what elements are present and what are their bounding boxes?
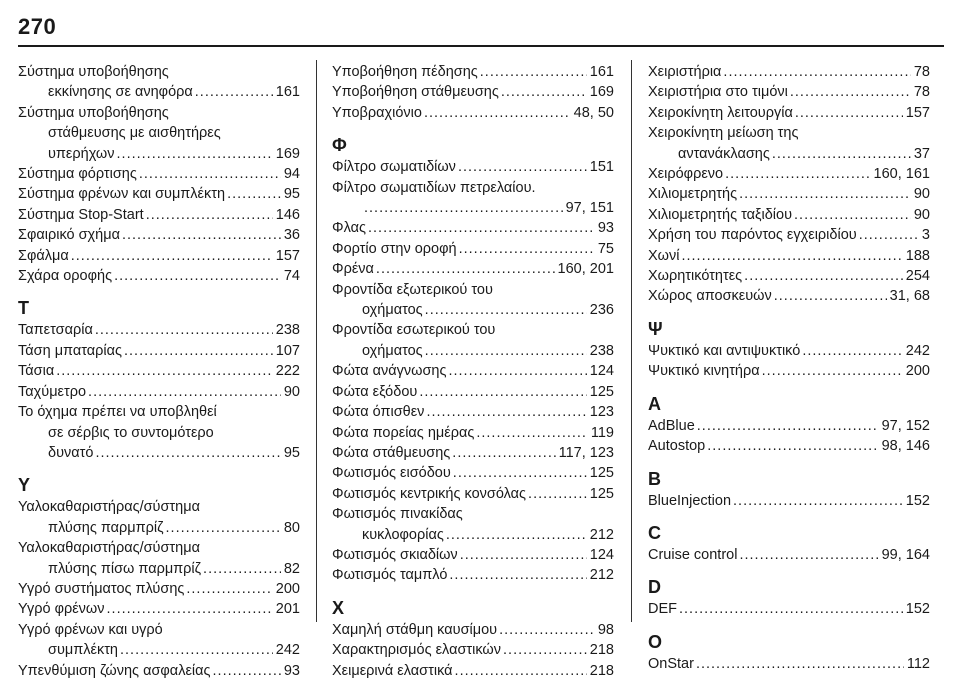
dot-leader xyxy=(476,423,588,443)
dot-leader xyxy=(424,103,571,123)
index-entry-pages[interactable]: 48, 50 xyxy=(573,104,614,121)
dot-leader xyxy=(772,144,911,164)
dot-leader xyxy=(733,491,903,511)
index-entry-pages[interactable]: 212 xyxy=(589,567,614,584)
index-entry[interactable] xyxy=(648,286,930,306)
index-entry-term: Φώτα όπισθεν xyxy=(332,404,425,421)
index-entry[interactable] xyxy=(332,504,614,545)
dot-leader xyxy=(499,620,595,640)
index-entry-pages[interactable]: 146 xyxy=(275,206,300,223)
index-entry-term: Σύστημα φόρτισης xyxy=(18,166,137,183)
dot-leader xyxy=(723,62,910,82)
index-entry-term: BlueInjection xyxy=(648,492,732,509)
dot-leader xyxy=(95,443,280,463)
dot-leader xyxy=(795,103,903,123)
index-entry-pages[interactable]: 188 xyxy=(905,247,930,264)
index-entry-term: Υποβοήθηση στάθμευσης xyxy=(332,84,499,101)
index-entry-pages[interactable]: 201 xyxy=(275,601,300,618)
index-entry-term: πλύσης πίσω παρμπρίζ xyxy=(48,560,202,577)
dot-leader xyxy=(452,443,555,463)
index-entry[interactable] xyxy=(18,361,300,381)
index-entry[interactable] xyxy=(18,184,300,204)
index-entry-term: δυνατό xyxy=(48,444,94,461)
dot-leader xyxy=(56,361,273,381)
index-entry[interactable] xyxy=(648,545,930,565)
index-entry-pages[interactable]: 161 xyxy=(589,64,614,80)
index-entry[interactable] xyxy=(18,599,300,619)
index-entry-term: Χωνί xyxy=(648,247,680,264)
index-entry[interactable] xyxy=(332,361,614,381)
index-entry[interactable] xyxy=(332,157,614,177)
index-entry-term: αντανάκλασης xyxy=(678,145,770,162)
index-entry[interactable] xyxy=(18,62,300,103)
index-entry[interactable] xyxy=(648,103,930,123)
index-entry-term: Σύστημα υποβοήθησης xyxy=(18,64,169,80)
index-entry[interactable] xyxy=(648,205,930,225)
dot-leader xyxy=(166,518,281,538)
dot-leader xyxy=(501,82,587,102)
dot-leader xyxy=(425,341,587,361)
index-entry-pages[interactable]: 157 xyxy=(905,104,930,121)
index-entry-term: Σφαιρικό σχήμα xyxy=(18,227,120,244)
index-letter-heading: Ψ xyxy=(648,318,663,339)
index-entry[interactable] xyxy=(648,62,930,82)
dot-leader xyxy=(203,559,281,579)
index-entry[interactable] xyxy=(332,463,614,483)
index-entry-pages[interactable]: 117, 123 xyxy=(558,444,614,461)
index-entry-term: Φορτίο στην οροφή xyxy=(332,240,457,257)
index-entry-pages[interactable]: 90 xyxy=(283,383,300,400)
dot-leader xyxy=(480,62,587,82)
index-entry[interactable] xyxy=(332,382,614,402)
dot-leader xyxy=(762,361,903,381)
index-entry-term: Ψυκτικό κινητήρα xyxy=(648,363,760,380)
index-entry-pages[interactable]: 107 xyxy=(275,342,300,359)
index-entry-pages[interactable]: 152 xyxy=(905,601,930,618)
index-entry-term: συμπλέκτη xyxy=(48,642,118,659)
index-entry[interactable] xyxy=(648,123,930,164)
index-entry-term: Σύστημα φρένων και συμπλέκτη xyxy=(18,186,226,203)
index-entry-term: Cruise control xyxy=(648,546,738,563)
dot-leader xyxy=(213,661,281,681)
dot-leader xyxy=(859,225,919,245)
index-entry-term: Χειμερινά ελαστικά xyxy=(332,662,453,679)
index-entry-term: οχήματος xyxy=(362,302,423,319)
index-entry-term: στάθμευσης με αισθητήρες xyxy=(48,125,221,142)
index-entry[interactable] xyxy=(648,599,930,619)
index-entry[interactable] xyxy=(18,497,300,538)
index-entry-term: Υπενθύμιση ζώνης ασφαλείας xyxy=(18,662,211,679)
index-entry[interactable] xyxy=(18,205,300,225)
index-entry-pages[interactable]: 74 xyxy=(283,268,300,285)
index-entry-pages[interactable]: 238 xyxy=(275,322,300,339)
dot-leader xyxy=(679,599,903,619)
index-entry-pages[interactable]: 242 xyxy=(905,342,930,359)
index-entry-pages[interactable]: 242 xyxy=(275,642,300,659)
dot-leader xyxy=(455,661,587,681)
index-entry-pages[interactable]: 160, 201 xyxy=(557,261,614,278)
dot-leader xyxy=(419,382,586,402)
index-column-2 xyxy=(332,62,614,681)
index-entry-term: Χώρος αποσκευών xyxy=(648,288,772,305)
dot-leader xyxy=(117,144,273,164)
index-entry-term: Υποβραχιόνιο xyxy=(332,104,422,121)
dot-leader xyxy=(368,218,595,238)
index-entry-pages[interactable]: 119 xyxy=(590,424,614,441)
index-entry[interactable] xyxy=(332,82,614,102)
index-entry-pages[interactable]: 254 xyxy=(905,268,930,285)
index-entry[interactable] xyxy=(18,320,300,340)
index-entry-pages[interactable]: 236 xyxy=(589,302,614,319)
index-entry-term: AdBlue xyxy=(648,417,695,434)
index-entry-term: Φρένα xyxy=(332,261,374,278)
index-entry-term: Υγρό συστήματος πλύσης xyxy=(18,580,185,597)
index-letter-heading: O xyxy=(648,631,663,652)
column-divider xyxy=(631,60,632,622)
index-entry[interactable] xyxy=(18,341,300,361)
index-entry-pages[interactable]: 200 xyxy=(905,363,930,380)
index-entry[interactable] xyxy=(18,103,300,164)
index-entry[interactable] xyxy=(648,654,930,674)
index-entry-pages[interactable]: 95 xyxy=(283,444,300,461)
index-entry[interactable] xyxy=(18,402,300,463)
index-entry[interactable] xyxy=(332,661,614,681)
index-entry[interactable] xyxy=(332,402,614,422)
index-entry-pages[interactable]: 212 xyxy=(589,526,614,543)
index-entry[interactable] xyxy=(648,164,930,184)
index-entry-term: Ταπετσαρία xyxy=(18,322,93,339)
index-letter-heading: A xyxy=(648,393,661,414)
index-entry-term: Τάση μπαταρίας xyxy=(18,342,122,359)
index-entry[interactable] xyxy=(648,341,930,361)
index-entry-term: Χιλιομετρητής xyxy=(648,186,738,203)
index-entry[interactable] xyxy=(18,225,300,245)
dot-leader xyxy=(739,184,911,204)
dot-leader xyxy=(725,164,870,184)
index-letter-heading: B xyxy=(648,468,661,489)
index-entry-term: Φροντίδα εξωτερικού του xyxy=(332,281,493,298)
index-entry-pages[interactable]: 125 xyxy=(589,383,614,400)
index-entry-pages[interactable]: 78 xyxy=(913,84,930,101)
index-entry-pages[interactable]: 169 xyxy=(275,145,300,162)
index-entry-pages[interactable]: 36 xyxy=(283,227,300,244)
index-entry[interactable] xyxy=(332,239,614,259)
index-entry[interactable] xyxy=(648,436,930,456)
index-entry-pages[interactable]: 112 xyxy=(906,655,930,672)
dot-leader xyxy=(114,266,281,286)
dot-leader xyxy=(458,157,587,177)
index-entry-pages[interactable]: 90 xyxy=(913,186,930,203)
index-entry[interactable] xyxy=(648,361,930,381)
dot-leader xyxy=(426,402,586,422)
index-letter-heading: Τ xyxy=(18,298,29,319)
index-entry-term: Φώτα στάθμευσης xyxy=(332,444,451,461)
index-entry-pages[interactable]: 123 xyxy=(589,404,614,421)
index-entry-term: Φωτισμός εισόδου xyxy=(332,465,451,482)
index-entry-pages[interactable]: 222 xyxy=(275,363,300,380)
index-letter-heading: Χ xyxy=(332,597,345,618)
index-entry-pages[interactable]: 37 xyxy=(913,145,930,162)
index-entry[interactable] xyxy=(332,620,614,640)
index-entry[interactable] xyxy=(648,416,930,436)
dot-leader xyxy=(139,164,281,184)
index-entry-pages[interactable]: 124 xyxy=(589,363,614,380)
index-entry-pages[interactable]: 160, 161 xyxy=(873,166,930,183)
index-entry-term: Φωτισμός πινακίδας xyxy=(332,506,463,523)
index-entry-term: υπερήχων xyxy=(48,145,115,162)
dot-leader xyxy=(774,286,887,306)
dot-leader xyxy=(448,361,586,381)
index-entry-pages[interactable]: 157 xyxy=(275,247,300,264)
index-entry-term: Χειροκίνητη λειτουργία xyxy=(648,104,793,121)
dot-leader xyxy=(460,545,587,565)
index-entry-term: Σύστημα υποβοήθησης xyxy=(18,104,169,121)
index-entry-pages[interactable]: 161 xyxy=(275,84,300,101)
index-entry[interactable] xyxy=(18,579,300,599)
dot-leader xyxy=(790,82,911,102)
index-entry[interactable] xyxy=(648,225,930,245)
index-entry-term: Ταχύμετρο xyxy=(18,383,87,400)
index-entry-term: Χαμηλή στάθμη καυσίμου xyxy=(332,621,498,638)
index-entry-term: Φίλτρο σωματιδίων πετρελαίου. xyxy=(332,179,536,196)
index-entry[interactable] xyxy=(332,640,614,660)
index-entry[interactable] xyxy=(332,178,614,219)
index-entry-pages[interactable]: 125 xyxy=(589,465,614,482)
index-entry-pages[interactable]: 82 xyxy=(283,560,300,577)
index-entry[interactable] xyxy=(648,184,930,204)
index-entry-term: DEF xyxy=(648,601,677,618)
index-entry-pages[interactable]: 93 xyxy=(597,220,614,237)
dot-leader xyxy=(707,436,878,456)
index-entry[interactable] xyxy=(648,491,930,511)
index-entry-term: Σχάρα οροφής xyxy=(18,268,113,285)
dot-leader xyxy=(124,341,273,361)
index-entry[interactable] xyxy=(18,661,300,681)
index-entry[interactable] xyxy=(332,320,614,361)
index-letter-heading: Υ xyxy=(18,475,31,496)
index-entry-term: πλύσης παρμπρίζ xyxy=(48,519,164,536)
dot-leader xyxy=(739,545,878,565)
dot-leader xyxy=(107,599,273,619)
index-letter-heading: C xyxy=(648,522,661,543)
index-entry-term: Υαλοκαθαριστήρας/σύστημα xyxy=(18,540,200,557)
index-entry-pages[interactable]: 169 xyxy=(589,84,614,101)
index-entry-term: Σφάλμα xyxy=(18,247,69,264)
index-entry-pages[interactable]: 98 xyxy=(597,621,614,638)
index-entry[interactable] xyxy=(648,246,930,266)
index-entry-term: Υγρό φρένων και υγρό xyxy=(18,621,163,638)
index-entry-pages[interactable]: 75 xyxy=(597,240,614,257)
index-entry-term: Φώτα εξόδου xyxy=(332,383,418,400)
dot-leader xyxy=(146,205,273,225)
index-entry-term: Ψυκτικό και αντιψυκτικό xyxy=(648,342,801,359)
index-entry[interactable] xyxy=(332,484,614,504)
index-entry-term: σε σέρβις το συντομότερο xyxy=(48,424,214,441)
index-entry-term: Τάσια xyxy=(18,363,55,380)
index-entry[interactable] xyxy=(18,382,300,402)
index-column-1 xyxy=(18,62,300,681)
dot-leader xyxy=(459,239,595,259)
index-entry-pages[interactable]: 124 xyxy=(589,546,614,563)
dot-leader xyxy=(186,579,272,599)
index-entry-term: Φώτα πορείας ημέρας xyxy=(332,424,475,441)
index-entry-pages[interactable]: 218 xyxy=(589,642,614,659)
index-entry-term: Το όχημα πρέπει να υποβληθεί xyxy=(18,404,217,421)
index-letter-heading: D xyxy=(648,577,661,598)
dot-leader xyxy=(449,565,586,585)
index-entry-pages[interactable]: 97, 151 xyxy=(565,200,614,217)
index-entry-pages[interactable]: 152 xyxy=(905,492,930,509)
index-entry-term: Φωτισμός σκιαδίων xyxy=(332,546,458,563)
page-number: 270 xyxy=(18,14,57,39)
dot-leader xyxy=(802,341,902,361)
index-entry-pages[interactable]: 238 xyxy=(589,342,614,359)
index-entry-term: Σύστημα Stop-Start xyxy=(18,206,144,223)
index-entry-term: Autostop xyxy=(648,438,706,455)
index-entry-pages[interactable]: 95 xyxy=(283,186,300,203)
index-entry[interactable] xyxy=(332,443,614,463)
index-entry-term: Χαρακτηρισμός ελαστικών xyxy=(332,642,502,659)
dot-leader xyxy=(453,463,587,483)
dot-leader xyxy=(88,382,281,402)
index-entry-term: Χρήση του παρόντος εγχειριδίου xyxy=(648,227,857,244)
index-entry-term: κυκλοφορίας xyxy=(362,526,444,543)
index-entry[interactable] xyxy=(648,266,930,286)
index-entry-pages[interactable]: 98, 146 xyxy=(881,438,930,455)
index-entry-term: οχήματος xyxy=(362,342,423,359)
index-column-3 xyxy=(648,62,930,674)
index-entry-term: Φίλτρο σωματιδίων xyxy=(332,159,456,176)
index-entry-term: Χειροκίνητη μείωση της xyxy=(648,125,799,142)
column-divider xyxy=(316,60,317,622)
index-entry[interactable] xyxy=(332,218,614,238)
dot-leader xyxy=(376,259,555,279)
index-entry[interactable] xyxy=(332,259,614,279)
index-entry[interactable] xyxy=(18,266,300,286)
index-entry-pages[interactable]: 3 xyxy=(921,227,930,244)
index-entry-pages[interactable]: 80 xyxy=(283,519,300,536)
index-entry-term: εκκίνησης σε ανηφόρα xyxy=(48,84,193,101)
index-entry[interactable] xyxy=(332,280,614,321)
index-entry[interactable] xyxy=(18,620,300,661)
index-letter-heading: Φ xyxy=(332,135,347,156)
dot-leader xyxy=(696,654,904,674)
dot-leader xyxy=(227,184,281,204)
dot-leader xyxy=(528,484,587,504)
index-entry[interactable] xyxy=(332,103,614,123)
dot-leader xyxy=(195,82,273,102)
index-entry-term: Υποβοήθηση πέδησης xyxy=(332,64,478,80)
index-entry-term: Χωρητικότητες xyxy=(648,268,743,285)
index-entry-term: Φωτισμός κεντρικής κονσόλας xyxy=(332,485,527,502)
index-entry[interactable] xyxy=(332,545,614,565)
dot-leader xyxy=(71,246,273,266)
dot-leader xyxy=(95,320,273,340)
index-entry-pages[interactable]: 200 xyxy=(275,580,300,597)
index-entry-term: Χιλιομετρητής ταξιδίου xyxy=(648,206,793,223)
index-entry-term: Φώτα ανάγνωσης xyxy=(332,363,447,380)
index-entry-term: Υγρό φρένων xyxy=(18,601,105,618)
index-entry-pages[interactable]: 90 xyxy=(913,206,930,223)
dot-leader xyxy=(364,198,563,218)
index-entry-term: OnStar xyxy=(648,655,694,672)
index-entry-term: Φωτισμός ταμπλό xyxy=(332,567,448,584)
index-entry-pages[interactable]: 151 xyxy=(589,159,614,176)
index-entry-pages[interactable]: 99, 164 xyxy=(881,546,930,563)
index-entry-pages[interactable]: 78 xyxy=(913,64,930,80)
index-entry-pages[interactable]: 218 xyxy=(589,662,614,679)
dot-leader xyxy=(120,640,273,660)
index-entry-term: Υαλοκαθαριστήρας/σύστημα xyxy=(18,499,200,516)
index-entry-pages[interactable]: 93 xyxy=(283,662,300,679)
dot-leader xyxy=(697,416,879,436)
index-entry-pages[interactable]: 125 xyxy=(589,485,614,502)
index-entry[interactable] xyxy=(18,538,300,579)
dot-leader xyxy=(446,525,587,545)
dot-leader xyxy=(122,225,281,245)
index-entry-pages[interactable]: 94 xyxy=(283,166,300,183)
dot-leader xyxy=(794,205,911,225)
header-rule xyxy=(18,45,944,47)
index-entry-term: Χειριστήρια στο τιμόνι xyxy=(648,84,788,101)
index-entry[interactable] xyxy=(332,62,614,82)
index-entry[interactable] xyxy=(18,246,300,266)
index-entry-term: Φροντίδα εσωτερικού του xyxy=(332,322,496,339)
index-entry-pages[interactable]: 31, 68 xyxy=(889,288,930,305)
index-entry[interactable] xyxy=(332,423,614,443)
dot-leader xyxy=(503,640,587,660)
index-entry-term: Χειρόφρενο xyxy=(648,166,724,183)
index-entry[interactable] xyxy=(18,164,300,184)
index-entry-term: Χειριστήρια xyxy=(648,64,722,80)
index-entry[interactable] xyxy=(332,565,614,585)
index-entry[interactable] xyxy=(648,82,930,102)
index-entry-term: Φλας xyxy=(332,220,366,237)
dot-leader xyxy=(744,266,903,286)
dot-leader xyxy=(681,246,902,266)
index-entry-pages[interactable]: 97, 152 xyxy=(881,417,930,434)
dot-leader xyxy=(425,300,587,320)
